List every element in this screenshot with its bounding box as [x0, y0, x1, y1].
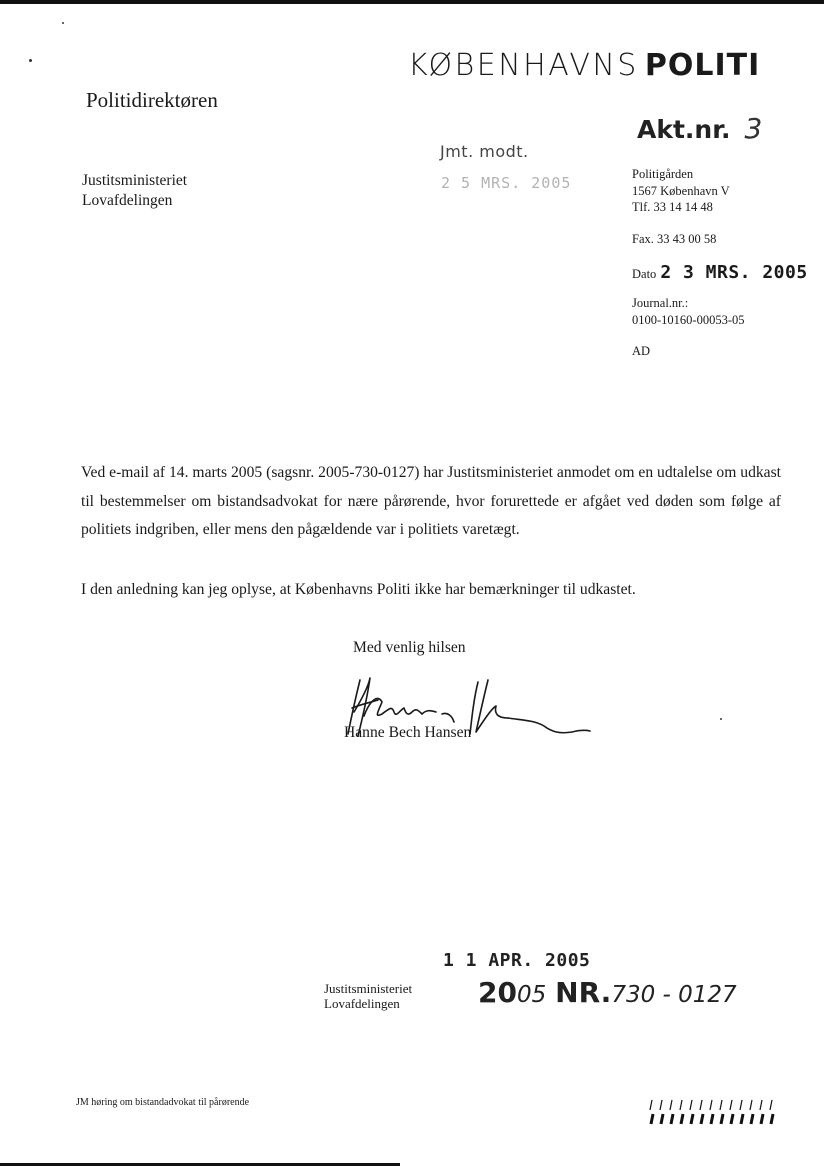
recipient-line: Justitsministeriet [82, 172, 188, 189]
journal-label: Journal.nr.: [632, 296, 689, 310]
office-phone: Tlf. 33 14 14 48 [632, 200, 713, 214]
case-nr-label: NR. [555, 976, 612, 1009]
closing-greeting: Med venlig hilsen [353, 639, 466, 656]
receipt-stamp-department [324, 981, 412, 1011]
footer-note: JM høring om bistandadvokat til pårørende [76, 1097, 250, 1108]
akt-handwritten-number: 3 [744, 112, 763, 145]
akt-label: Akt.nr. [637, 115, 731, 144]
case-year-rest: 05 [516, 982, 547, 1008]
received-stamp-label: Jmt. modt. [440, 142, 529, 161]
body-paragraph: Ved e-mail af 14. marts 2005 (sagsnr. 2005-730-0127) har Justitsministeriet anmodet om en udtalelse om udkast til bestemmelser om bistandsadvokat for nære pårørende, hvor forurettede er afgået ved døden som følge af politiets indgriben, eller mens den pågældende var i politiets varetægt. [81, 464, 781, 538]
office-street: 1567 København V [632, 183, 730, 198]
scan-speck [29, 59, 32, 62]
initials: AD [632, 344, 651, 358]
body-paragraph: I den anledning kan jeg oplyse, at Københavns Politi ikke har bemærkninger til udkastet. [81, 581, 636, 598]
scan-edge-bottom [0, 1163, 400, 1166]
barcode [649, 1098, 781, 1126]
signer-name: Hanne Bech Hansen [344, 724, 472, 741]
receipt-stamp-date: 1 1 APR. 2005 [443, 950, 591, 971]
recipient-address [82, 171, 187, 211]
recipient-line: Lovafdelingen [82, 192, 173, 209]
journal-number: 0100-10160-00053-05 [632, 312, 745, 327]
case-year-bold: 20 [478, 976, 517, 1009]
akt-number [637, 112, 762, 145]
date-label: Dato [632, 267, 657, 281]
journal-block [632, 295, 745, 328]
logo-text-light: KØBENHAVNS [408, 48, 639, 83]
date-stamp: 2 3 MRS. 2005 [660, 262, 808, 283]
receipt-dept-line: Lovafdelingen [324, 996, 400, 1011]
case-handwritten-number: 730 - 0127 [611, 982, 737, 1008]
receipt-dept-line: Justitsministeriet [324, 981, 413, 996]
office-address [632, 166, 730, 216]
received-stamp-date: 2 5 MRS. 2005 [441, 174, 572, 192]
case-number-stamp [478, 976, 737, 1009]
sender-title: Politidirektøren [86, 88, 218, 112]
office-name: Politigården [632, 167, 694, 181]
police-logo [408, 48, 760, 83]
scan-edge-top [0, 0, 824, 4]
office-fax: Fax. 33 43 00 58 [632, 232, 717, 246]
logo-text-bold: POLITI [644, 48, 761, 83]
scan-speck [720, 718, 722, 720]
letter-date [632, 262, 808, 283]
scan-speck [62, 22, 64, 24]
